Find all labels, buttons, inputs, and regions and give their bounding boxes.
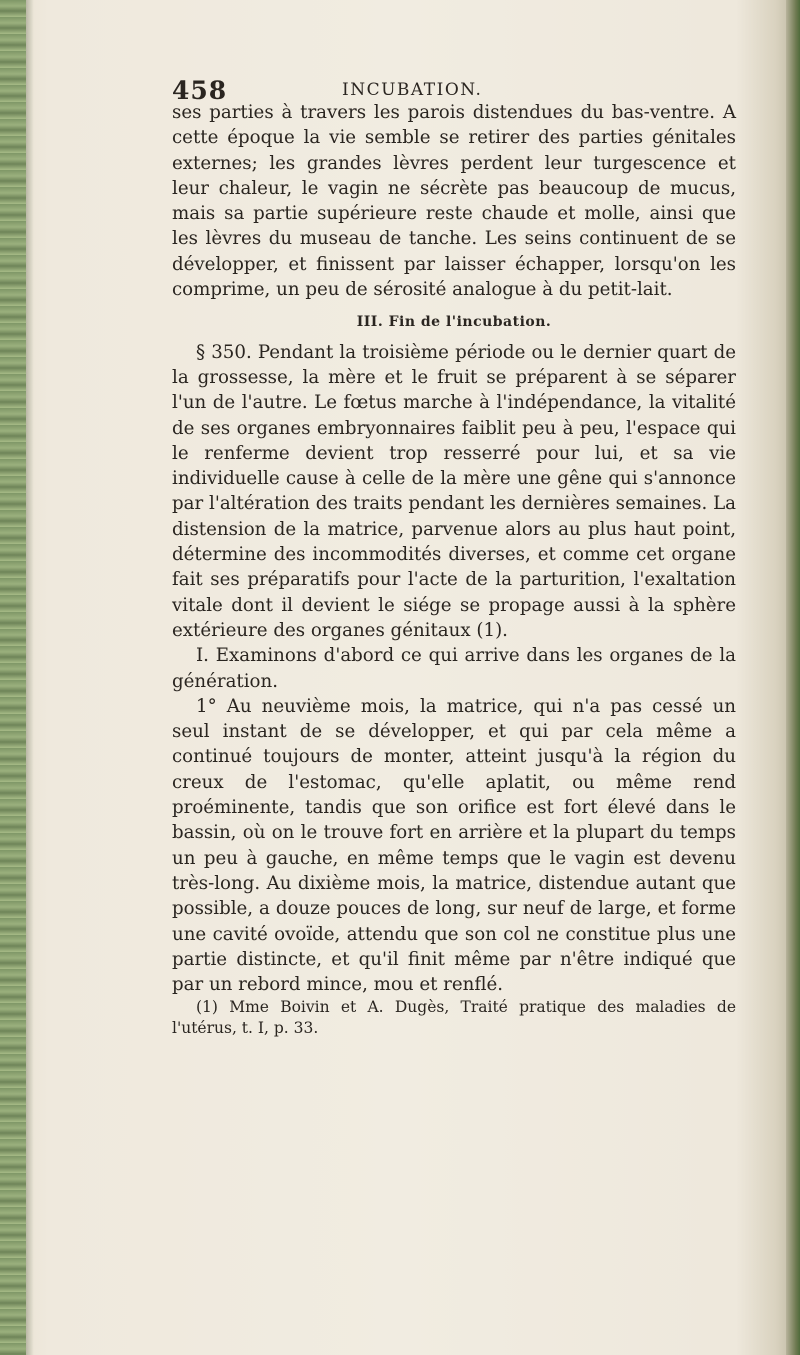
footnote: (1) Mme Boivin et A. Dugès, Traité pratique des maladies de l'utérus, t. I, p. 33.: [172, 998, 736, 1038]
paragraph-continuation: ses parties à travers les parois distendues du bas-ventre. A cette époque la vie semble se retirer des parties génitales externes; les grandes lèvres perdent leur turgescence et leur chaleur, le vagin ne sécrète pas beaucoup de mucus, mais sa partie supérieure reste chaude et molle, ainsi que les lèvres du museau de tanche. Les seins continuent de se développer, et finissent par laisser échapper, lorsqu'on les comprime, un peu de sérosité analogue à du petit-lait.: [172, 102, 736, 301]
page-body: [172, 100, 736, 1039]
page-right-edge: [786, 0, 800, 1355]
page-binding-edge: [0, 0, 26, 1355]
paragraph-350: § 350. Pendant la troisième période ou le dernier quart de la grossesse, la mère et le fruit se préparent à se séparer l'un de l'autre. Le fœtus marche à l'indépendance, la vitalité de ses organes embryonnaires faiblit peu à peu, l'espace qui le renferme devient trop resserré pour lui, et sa vie individuelle cause à celle de la mère une gêne qui s'annonce par l'altération des traits pendant les dernières semaines. La distension de la matrice, parvenue alors au plus haut point, détermine des incommodités diverses, et comme cet organe fait ses préparatifs pour l'acte de la parturition, l'exaltation vitale dont il devient le siége se propage aussi à la sphère extérieure des organes génitaux (1).: [172, 341, 736, 641]
section-title: III. Fin de l'incubation.: [356, 314, 552, 331]
paragraph-examination: I. Examinons d'abord ce qui arrive dans les organes de la génération.: [172, 645, 736, 692]
paragraph-ninth-month: 1° Au neuvième mois, la matrice, qui n'a pas cessé un seul instant de se développer, et qui par cela même a continué toujours de monter, atteint jusqu'à la région du creux de l'estomac, qu'elle aplatit, ou même rend proéminente, tandis que son orifice est fort élevé dans le bassin, où on le trouve fort en arrière et la plupart du temps un peu à gauche, en même temps que le vagin est devenu très-long. Au dixième mois, la matrice, distendue autant que possible, a douze pouces de long, sur neuf de large, et forme une cavité ovoïde, attendu que son col ne constitue plus une partie distincte, et qu'il finit même par n'être indiqué que par un rebord mince, mou et renflé.: [172, 695, 736, 996]
page-number: 458: [172, 76, 228, 105]
running-head: INCUBATION.: [342, 80, 483, 100]
